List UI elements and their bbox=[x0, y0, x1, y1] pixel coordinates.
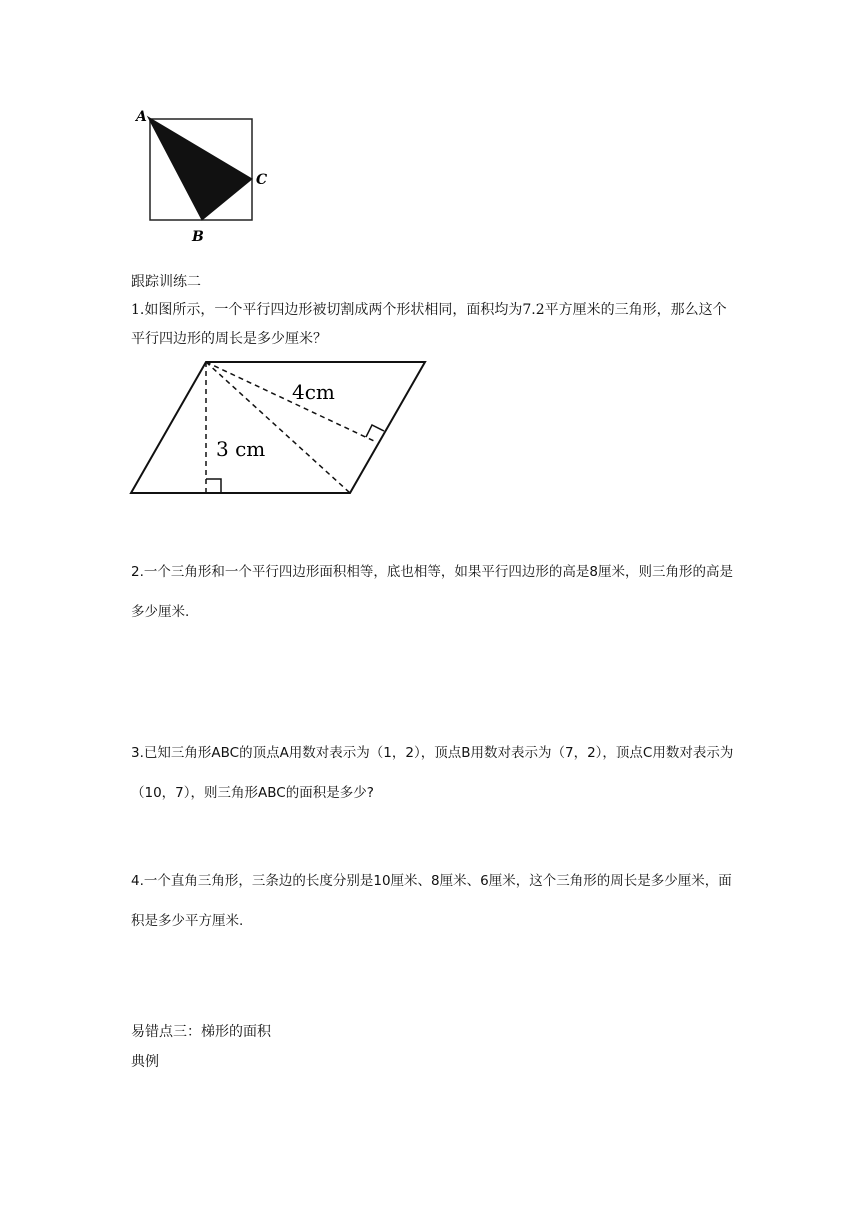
label-side: 4cm bbox=[292, 380, 335, 404]
black-triangle bbox=[148, 117, 252, 220]
label-c: C bbox=[256, 172, 268, 188]
example-label: 典例 bbox=[131, 1054, 159, 1070]
question-3: 3.已知三角形ABC的顶点A用数对表示为（1，2），顶点B用数对表示为（7，2），顶点C用数对表示为（10，7），则三角形ABC的面积是多少? bbox=[131, 745, 734, 801]
label-height: 3 cm bbox=[216, 437, 266, 461]
parallelogram-outline bbox=[131, 362, 425, 493]
question-2: 2.一个三角形和一个平行四边形面积相等，底也相等，如果平行四边形的高是8厘米，则三角形的高是多少厘米. bbox=[131, 564, 733, 620]
question-4: 4.一个直角三角形，三条边的长度分别是10厘米、8厘米、6厘米，这个三角形的周长是多少厘米，面积是多少平方厘米. bbox=[131, 873, 732, 929]
parallelogram-figure bbox=[125, 355, 435, 500]
label-a: A bbox=[136, 109, 147, 125]
right-angle-mark-side bbox=[366, 425, 384, 437]
square-triangle-figure bbox=[130, 100, 290, 250]
right-angle-mark-bottom bbox=[206, 479, 221, 493]
side-height-line bbox=[206, 362, 374, 441]
section-tracking-heading: 跟踪训练二 bbox=[131, 274, 201, 290]
question-1: 1.如图所示，一个平行四边形被切割成两个形状相同，面积均为7.2平方厘米的三角形，那么这个平行四边形的周长是多少厘米？ bbox=[131, 302, 727, 347]
label-b: B bbox=[192, 229, 204, 245]
section-error-heading: 易错点三：梯形的面积 bbox=[131, 1024, 271, 1040]
